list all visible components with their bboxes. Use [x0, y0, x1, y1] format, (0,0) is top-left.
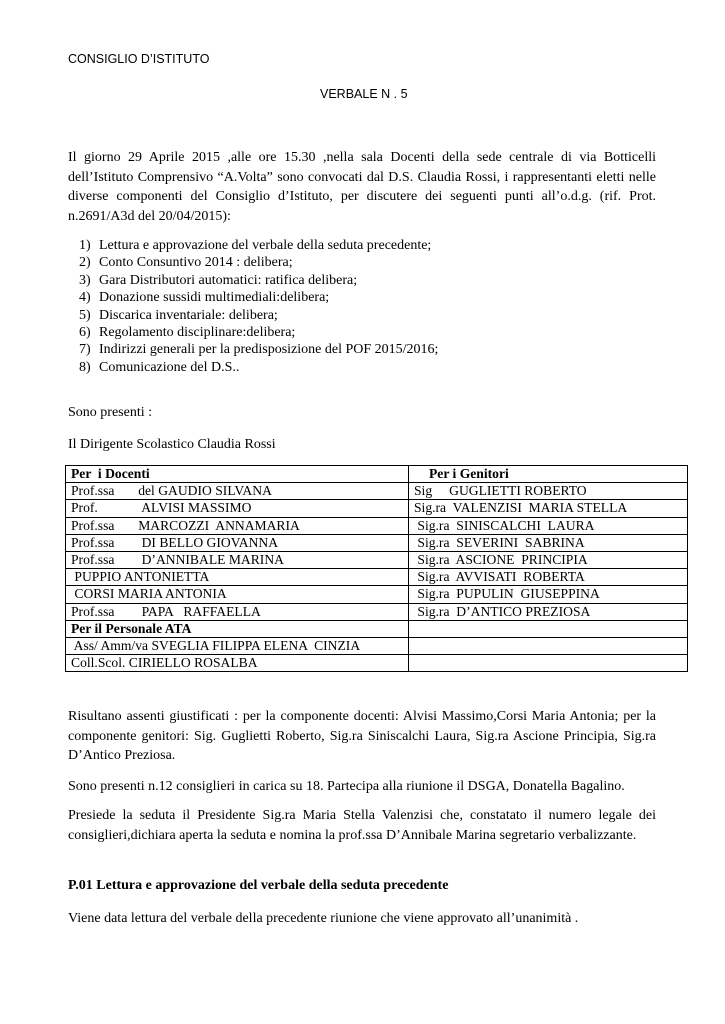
header-ata: Per il Personale ATA — [66, 620, 409, 637]
agenda-item — [68, 289, 438, 306]
agenda-item — [68, 307, 438, 324]
agenda-item-number: 8) — [79, 359, 91, 375]
table-row — [66, 655, 688, 672]
agenda-item — [68, 254, 438, 271]
agenda-item-number: 3) — [79, 272, 91, 288]
ata-cell: Ass/ Amm/va SVEGLIA FILIPPA ELENA CINZIA — [66, 637, 409, 654]
genitore-cell: Sig.ra VALENZISI MARIA STELLA — [409, 500, 688, 517]
agenda-item — [68, 324, 438, 341]
agenda-item-text: Lettura e approvazione del verbale della seduta precedente; — [99, 238, 432, 253]
table-row — [66, 500, 688, 517]
docente-cell: Prof. ALVISI MASSIMO — [66, 500, 409, 517]
genitore-cell: Sig.ra SEVERINI SABRINA — [409, 534, 688, 551]
ata-cell: Coll.Scol. CIRIELLO ROSALBA — [66, 655, 409, 672]
genitore-cell: Sig GUGLIETTI ROBERTO — [409, 483, 688, 500]
agenda-item — [68, 237, 438, 254]
members-table — [65, 465, 688, 672]
docente-cell: Prof.ssa del GAUDIO SILVANA — [66, 483, 409, 500]
presenti-label: Sono presenti : — [68, 405, 152, 420]
dirigente-line: Il Dirigente Scolastico Claudia Rossi — [68, 437, 276, 452]
genitore-cell: Sig.ra PUPULIN GIUSEPPINA — [409, 586, 688, 603]
document-header-title: CONSIGLIO D’ISTITUTO — [68, 52, 210, 66]
agenda-item-number: 2) — [79, 255, 91, 271]
assenti-paragraph: Risultano assenti giustificati : per la componente docenti: Alvisi Massimo,Corsi Maria Antonia; per la componente genitori: Sig. Guglietti Roberto, Sig.ra Siniscalchi Laura, Sig.ra Ascione Principia, Sig.ra D’Antico Preziosa. — [68, 709, 656, 763]
agenda-item-text: Indirizzi generali per la predisposizione del POF 2015/2016; — [99, 342, 439, 358]
agenda-item-text: Conto Consuntivo 2014 : delibera; — [99, 255, 293, 271]
header-genitori: Per i Genitori — [409, 466, 688, 483]
genitore-cell: Sig.ra SINISCALCHI LAURA — [409, 517, 688, 534]
agenda-item-text: Comunicazione del D.S.. — [99, 359, 240, 375]
table-row — [66, 637, 688, 654]
empty-cell — [409, 655, 688, 672]
agenda-item-text: Gara Distributori automatici: ratifica delibera; — [99, 272, 358, 288]
table-row — [66, 517, 688, 534]
genitore-cell: Sig.ra AVVISATI ROBERTA — [409, 569, 688, 586]
agenda-item-text: Regolamento disciplinare:delibera; — [99, 325, 296, 341]
agenda-item-number: 5) — [79, 307, 91, 323]
docente-cell: Prof.ssa DI BELLO GIOVANNA — [66, 534, 409, 551]
agenda-item-number: 6) — [79, 325, 91, 341]
table-row — [66, 551, 688, 568]
agenda-item-number: 7) — [79, 342, 91, 358]
agenda-item-number: 4) — [79, 290, 91, 306]
section-p01-title: P.01 Lettura e approvazione del verbale della seduta precedente — [68, 878, 449, 893]
intro-paragraph: Il giorno 29 Aprile 2015 ,alle ore 15.30 ,nella sala Docenti della sede centrale di via Botticelli dell’Istituto Comprensivo “A.Volta” sono convocati dal D.S. Claudia Rossi, i rappresentanti eletti nelle diverse componenti del Consiglio d’Istituto, per discutere dei seguenti punti all’o.d.g. (rif. Prot. n.2691/A3d del 20/04/2015): — [68, 150, 656, 224]
agenda-item — [68, 272, 438, 289]
table-row — [66, 483, 688, 500]
agenda-item-text: Discarica inventariale: delibera; — [99, 307, 278, 323]
header-docenti: Per i Docenti — [66, 466, 409, 483]
agenda-item — [68, 359, 438, 376]
agenda-item-text: Donazione sussidi multimediali:delibera; — [99, 290, 330, 306]
table-header-row — [66, 466, 688, 483]
presiede-paragraph: Presiede la seduta il Presidente Sig.ra Maria Stella Valenzisi che, constatato il numero legale dei consiglieri,dichiara aperta la seduta e nomina la prof.ssa D’Annibale Marina segretario verbalizzante. — [68, 808, 656, 843]
table-row — [66, 603, 688, 620]
table-row — [66, 586, 688, 603]
table-row — [66, 534, 688, 551]
docente-cell: Prof.ssa PAPA RAFFAELLA — [66, 603, 409, 620]
docente-cell: PUPPIO ANTONIETTA — [66, 569, 409, 586]
table-header-row — [66, 620, 688, 637]
numero-paragraph: Sono presenti n.12 consiglieri in carica su 18. Partecipa alla riunione il DSGA, Donatella Bagalino. — [68, 779, 625, 794]
genitore-cell: Sig.ra D’ANTICO PREZIOSA — [409, 603, 688, 620]
agenda-item — [68, 341, 438, 358]
docente-cell: Prof.ssa D’ANNIBALE MARINA — [66, 551, 409, 568]
agenda-item-number: 1) — [79, 238, 91, 253]
empty-cell — [409, 620, 688, 637]
genitore-cell: Sig.ra ASCIONE PRINCIPIA — [409, 551, 688, 568]
docente-cell: Prof.ssa MARCOZZI ANNAMARIA — [66, 517, 409, 534]
empty-cell — [409, 637, 688, 654]
table-row — [66, 569, 688, 586]
docente-cell: CORSI MARIA ANTONIA — [66, 586, 409, 603]
agenda-list — [68, 237, 438, 376]
verbale-number: VERBALE N . 5 — [320, 87, 408, 101]
lettura-paragraph: Viene data lettura del verbale della precedente riunione che viene approvato all’unanimità . — [68, 911, 579, 926]
